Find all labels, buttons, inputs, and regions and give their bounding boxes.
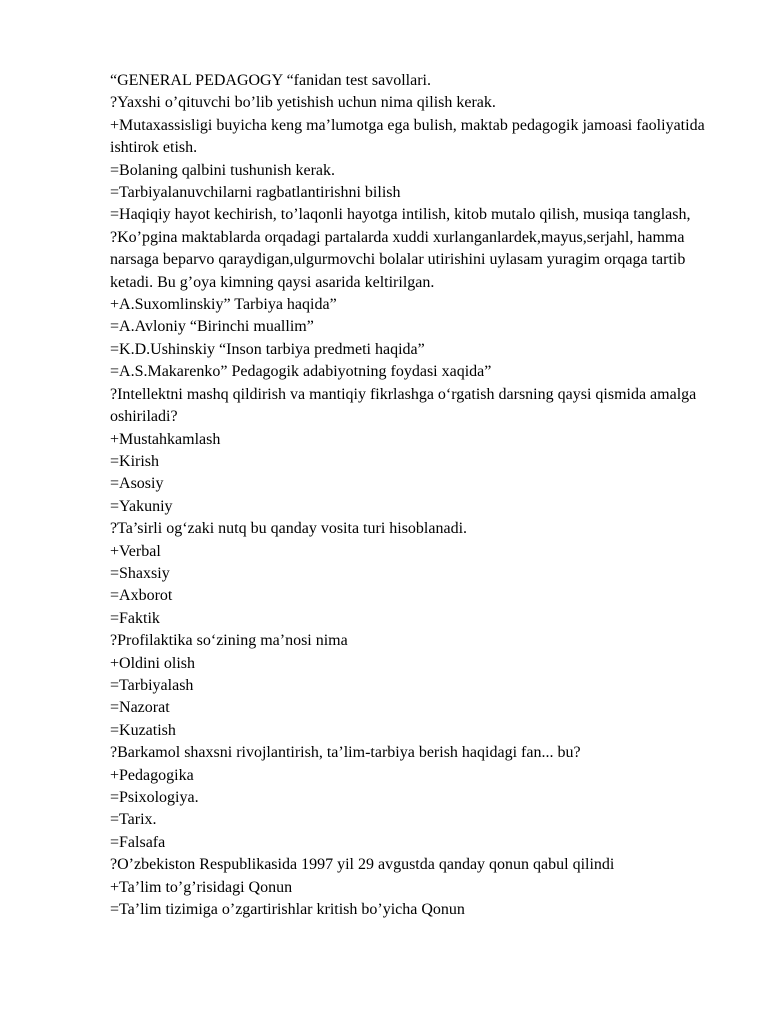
answer-line: =Falsafa xyxy=(110,833,166,851)
question-line: ?Profilaktika so‘zining ma’nosi nima xyxy=(110,632,348,650)
answer-line: =Bolaning qalbini tushunish kerak. xyxy=(110,161,335,179)
answer-line: =Psixologiya. xyxy=(110,789,199,806)
answer-line: =Haqiqiy hayot kechirish, to’laqonli hayotga intilish, kitob mutalo qilish, musiqa tanglash, xyxy=(110,206,691,224)
answer-line: =Kuzatish xyxy=(110,721,176,739)
document-title: “GENERAL PEDAGOGY “fanidan test savollari. xyxy=(110,72,431,89)
answer-line: =Tarix. xyxy=(110,811,157,829)
question-line: ?Ko’pgina maktablarda orqadagi partalarda xuddi xurlanganlardek,mayus,serjahl, hamma narsaga beparvo qaraydigan,ulgurmovchi bolalar utirishini uylasam yuragim orqaga tartib ketadi. Bu g’oya kimning qaysi asarida keltirilgan. xyxy=(110,228,686,291)
question-line: ?O’zbekiston Respublikasida 1997 yil 29 avgustda qanday qonun qabul qilindi xyxy=(110,856,615,874)
answer-line: =Kirish xyxy=(110,452,160,470)
question-line: ?Ta’sirli og‘zaki nutq bu qanday vosita turi hisoblanadi. xyxy=(110,520,468,538)
question-line: ?Barkamol shaxsni rivojlantirish, ta’lim-tarbiya berish haqidagi fan... bu? xyxy=(110,744,581,762)
correct-answer-line: +A.Suxomlinskiy” Tarbiya haqida” xyxy=(110,296,337,314)
correct-answer-line: +Oldini olish xyxy=(110,654,196,672)
correct-answer-line: +Mutaxassisligi buyicha keng ma’lumotga ega bulish, maktab pedagogik jamoasi faoliyatida ishtirok etish. xyxy=(110,116,705,157)
answer-line: =Tarbiyalanuvchilarni ragbatlantirishni bilish xyxy=(110,184,401,202)
answer-line: =Asosiy xyxy=(110,475,164,493)
document-body xyxy=(110,70,720,921)
answer-line: =Ta’lim tizimiga o’zgartirishlar kritish bo’yicha Qonun xyxy=(110,901,465,919)
question-line: ?Intellektni mashq qildirish va mantiqiy fikrlashga o‘rgatish darsning qaysi qismida amalga oshiriladi? xyxy=(110,385,697,426)
correct-answer-line: +Pedagogika xyxy=(110,766,194,784)
correct-answer-line: +Ta’lim to’g’risidagi Qonun xyxy=(110,878,293,896)
correct-answer-line: +Mustahkamlash xyxy=(110,430,221,448)
question-line: ?Yaxshi o’qituvchi bo’lib yetishish uchun nima qilish kerak. xyxy=(110,94,496,112)
answer-line: =Yakuniy xyxy=(110,497,173,515)
answer-line: =A.Avloniy “Birinchi muallim” xyxy=(110,318,314,336)
answer-line: =K.D.Ushinskiy “Inson tarbiya predmeti haqida” xyxy=(110,340,425,358)
answer-line: =Axborot xyxy=(110,587,173,605)
correct-answer-line: +Verbal xyxy=(110,542,161,560)
answer-line: =Shaxsiy xyxy=(110,564,170,582)
answer-line: =Nazorat xyxy=(110,699,170,717)
answer-line: =Faktik xyxy=(110,609,160,627)
answer-line: =A.S.Makarenko” Pedagogik adabiyotning foydasi xaqida” xyxy=(110,363,492,381)
answer-line: =Tarbiyalash xyxy=(110,676,194,694)
